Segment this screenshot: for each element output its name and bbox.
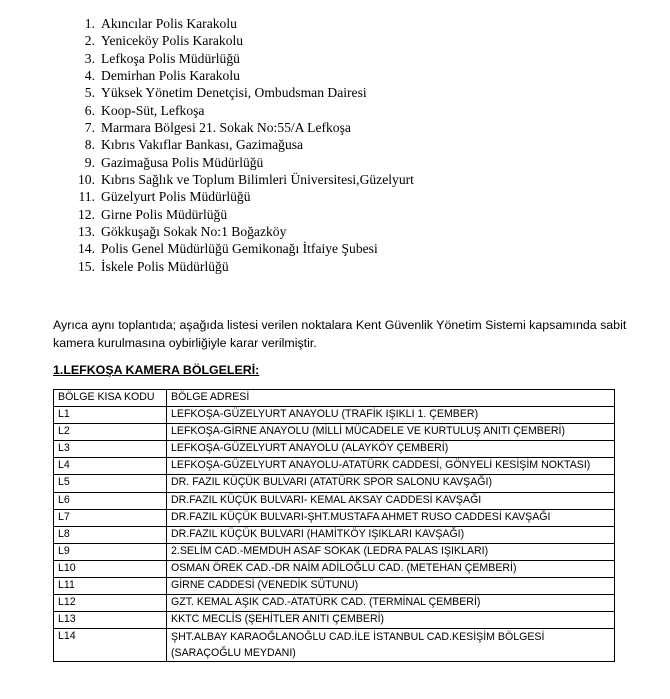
section-heading: 1.LEFKOŞA KAMERA BÖLGELERİ: [53,363,260,377]
camera-zones-table [53,389,615,662]
table-row [54,526,615,543]
zone-address: 2.SELİM CAD.-MEMDUH ASAF SOKAK (LEDRA PALAS IŞIKLARI) [167,543,615,560]
list-item: 3. Lefkoşa Polis Müdürlüğü [84,50,240,66]
zone-code: L2 [54,424,167,441]
list-item-text: Yüksek Yönetim Denetçisi, Ombudsman Dairesi [101,85,367,101]
list-item: 12. Girne Polis Müdürlüğü [78,206,228,222]
table-row [54,509,615,526]
zone-code: L4 [54,458,167,475]
list-item: 8. Kıbrıs Vakıflar Bankası, Gazimağusa [84,137,304,153]
zone-address [167,629,615,662]
list-item: 13. Gökkuşağı Sokak No:1 Boğazköy [78,224,287,240]
list-item: 1. Akıncılar Polis Karakolu [84,16,237,31]
zone-address: LEFKOŞA-GİRNE ANAYOLU (MİLLİ MÜCADELE VE KURTULUŞ ANITI ÇEMBERİ) [167,424,615,441]
list-item-text: Güzelyurt Polis Müdürlüğü [101,189,251,205]
zone-code: L11 [54,578,167,595]
list-item-text: Demirhan Polis Karakolu [101,68,240,84]
zone-address: DR.FAZIL KÜÇÜK BULVARI (HAMİTKÖY IŞIKLARI KAVŞAĞI) [167,526,615,543]
zone-address: GZT. KEMAL AŞIK CAD.-ATATÜRK CAD. (TERMİNAL ÇEMBERİ) [167,595,615,612]
table-row [54,560,615,577]
zone-code: L7 [54,509,167,526]
table-row [54,458,615,475]
zone-code: L8 [54,526,167,543]
zone-code: L12 [54,595,167,612]
list-item: 4. Demirhan Polis Karakolu [84,68,240,84]
zone-code: L3 [54,441,167,458]
table-row [54,543,615,560]
zone-code: L1 [54,407,167,424]
table-row [54,612,615,629]
zone-address: LEFKOŞA-GÜZELYURT ANAYOLU (ALAYKÖY ÇEMBERİ) [167,441,615,458]
list-item-text: Kıbrıs Sağlık ve Toplum Bilimleri Üniversitesi,Güzelyurt [101,172,414,188]
table-row [54,407,615,424]
zone-code: L6 [54,492,167,509]
list-item-text: Akıncılar Polis Karakolu [101,16,237,31]
list-item-text: Gazimağusa Polis Müdürlüğü [101,154,264,170]
zone-address: KKTC MECLİS (ŞEHİTLER ANITI ÇEMBERİ) [167,612,615,629]
table-row [54,441,615,458]
list-item-text: Lefkoşa Polis Müdürlüğü [101,50,240,66]
list-item: 6. Koop-Süt, Lefkoşa [84,102,205,118]
table-row [54,629,615,662]
column-header-code: BÖLGE KISA KODU [54,390,167,407]
zone-code: L5 [54,475,167,492]
zone-address: LEFKOŞA-GÜZELYURT ANAYOLU-ATATÜRK CADDESİ, GÖNYELİ KESİŞİM NOKTASI) [167,458,615,475]
zone-code: L14 [54,629,167,662]
zone-address: GİRNE CADDESİ (VENEDİK SÜTUNU) [167,578,615,595]
list-item: 15. İskele Polis Müdürlüğü [78,258,229,274]
list-item-text: Kıbrıs Vakıflar Bankası, Gazimağusa [101,137,304,153]
zone-address-line: ŞHT.ALBAY KARAOĞLANOĞLU CAD.İLE İSTANBUL CAD.KESİŞİM BÖLGESİ [171,631,545,644]
zone-code: L9 [54,543,167,560]
list-item: 10. Kıbrıs Sağlık ve Toplum Bilimleri Üniversitesi,Güzelyurt [78,172,414,188]
zone-code: L13 [54,612,167,629]
list-item: 2. Yeniceköy Polis Karakolu [84,33,244,49]
list-item-text: Girne Polis Müdürlüğü [101,206,228,222]
list-item: 9. Gazimağusa Polis Müdürlüğü [84,154,264,170]
list-item: 11. Güzelyurt Polis Müdürlüğü [78,189,251,205]
zone-address: OSMAN ÖREK CAD.-DR NAİM ADİLOĞLU CAD. (METEHAN ÇEMBERİ) [167,560,615,577]
list-item: 5. Yüksek Yönetim Denetçisi, Ombudsman Dairesi [84,85,367,101]
zone-address: DR.FAZIL KÜÇÜK BULVARI- KEMAL AKSAY CADDESİ KAVŞAĞI [167,492,615,509]
table-row [54,492,615,509]
zone-address-line: (SARAÇOĞLU MEYDANI) [171,647,296,660]
list-item-text: Yeniceköy Polis Karakolu [101,33,244,49]
table-row [54,424,615,441]
zone-address: DR. FAZIL KÜÇÜK BULVARI (ATATÜRK SPOR SALONU KAVŞAĞI) [167,475,615,492]
zone-code: L10 [54,560,167,577]
list-item-text: Koop-Süt, Lefkoşa [101,102,205,118]
list-item-text: Marmara Bölgesi 21. Sokak No:55/A Lefkoşa [101,120,351,136]
list-item-text: Gökkuşağı Sokak No:1 Boğazköy [101,224,287,240]
list-item: 14. Polis Genel Müdürlüğü Gemikonağı İtfaiye Şubesi [78,241,378,257]
table-row [54,578,615,595]
numbered-location-list [73,15,633,275]
table-row [54,475,615,492]
column-header-address: BÖLGE ADRESİ [167,390,615,407]
decision-paragraph: Ayrıca aynı toplantıda; aşağıda listesi verilen noktalara Kent Güvenlik Yönetim Sistemi kapsamında sabit kamera kurulmasına oybirliğiyle karar verilmiştir. [53,318,627,350]
list-item-text: Polis Genel Müdürlüğü Gemikonağı İtfaiye Şubesi [101,241,378,257]
table-row [54,595,615,612]
list-item-text: İskele Polis Müdürlüğü [101,258,229,274]
zone-address: DR.FAZIL KÜÇÜK BULVARI-ŞHT.MUSTAFA AHMET RUSO CADDESİ KAVŞAĞI [167,509,615,526]
zone-address: LEFKOŞA-GÜZELYURT ANAYOLU (TRAFİK IŞIKLI 1. ÇEMBER) [167,407,615,424]
table-header-row [54,390,615,407]
list-item: 7. Marmara Bölgesi 21. Sokak No:55/A Lefkoşa [84,120,351,136]
